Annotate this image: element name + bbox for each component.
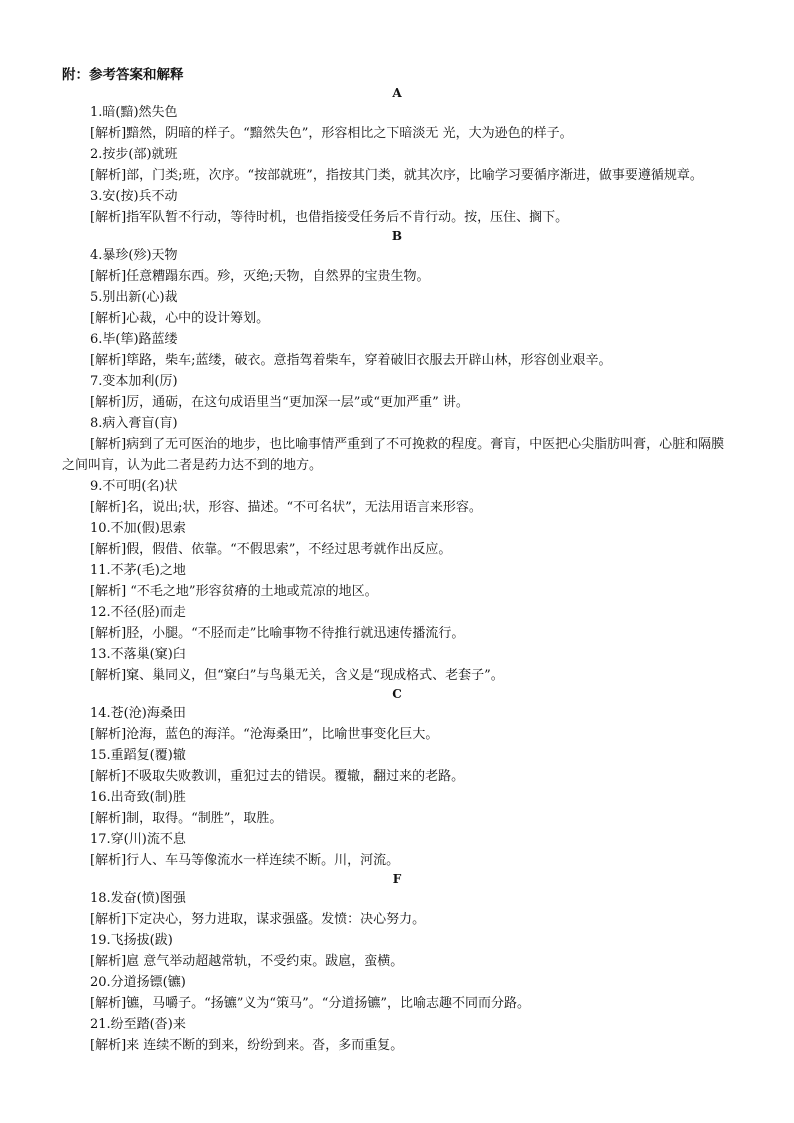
section-letter: B — [391, 229, 403, 243]
idiom-term: 11.不茅(毛)之地 — [90, 563, 186, 578]
idiom-term: 12.不径(胫)而走 — [90, 605, 186, 620]
idiom-term: 19.飞扬拔(跋) — [90, 933, 173, 948]
answer-item — [62, 745, 732, 787]
answer-item — [62, 888, 732, 930]
answer-item — [62, 560, 732, 602]
answer-item — [62, 602, 732, 644]
idiom-explanation: [解析]假，假借、依靠。“不假思索”，不经过思考就作出反应。 — [90, 542, 452, 557]
idiom-explanation: [解析]心裁，心中的设计筹划。 — [90, 311, 270, 326]
idiom-explanation: [解析]扈 意气举动超越常轨，不受约束。跋扈，蛮横。 — [90, 954, 404, 969]
answer-item — [62, 644, 732, 686]
idiom-term: 7.变本加利(厉) — [90, 374, 178, 389]
idiom-term: 15.重蹈复(覆)辙 — [90, 748, 186, 763]
idiom-explanation: [解析]镳，马嚼子。“扬镳”义为“策马”。“分道扬镳”，比喻志趣不同而分路。 — [90, 996, 531, 1011]
idiom-explanation: [解析]来 连续不断的到来，纷纷到来。沓，多而重复。 — [90, 1038, 404, 1053]
idiom-term: 1.暗(黯)然失色 — [90, 105, 178, 120]
section-letter: C — [392, 687, 402, 701]
idiom-explanation: [解析]指军队暂不行动，等待时机，也借指接受任务后不肯行动。按，压住、搁下。 — [90, 210, 569, 225]
idiom-explanation: [解析]筚路，柴车;蓝缕，破衣。意指驾着柴车，穿着破旧衣服去开辟山林，形容创业艰辛。 — [90, 353, 612, 368]
answer-item — [62, 476, 732, 518]
answer-item — [62, 371, 732, 413]
idiom-explanation: [解析]行人、车马等像流水一样连续不断。川，河流。 — [90, 853, 400, 868]
idiom-explanation: [解析]名，说出;状，形容、描述。“不可名状”，无法用语言来形容。 — [90, 500, 482, 515]
idiom-explanation: [解析]沧海，蓝色的海洋。“沧海桑田”，比喻世事变化巨大。 — [90, 727, 439, 742]
idiom-explanation: [解析]任意糟蹋东西。殄，灭绝;天物，自然界的宝贵生物。 — [90, 269, 430, 284]
answer-item — [62, 972, 732, 1014]
idiom-term: 10.不加(假)思索 — [90, 521, 186, 536]
idiom-term: 14.苍(沧)海桑田 — [90, 706, 186, 721]
idiom-term: 9.不可明(名)状 — [90, 479, 178, 494]
idiom-term: 21.纷至踏(沓)来 — [90, 1017, 186, 1032]
page-title: 附：参考答案和解释 — [62, 67, 184, 83]
idiom-term: 17.穿(川)流不息 — [90, 832, 186, 847]
idiom-term: 18.发奋(愤)图强 — [90, 891, 186, 906]
idiom-term: 13.不落巢(窠)臼 — [90, 647, 186, 662]
answer-item — [62, 787, 732, 829]
section-letter: F — [392, 872, 402, 886]
idiom-explanation: [解析]不吸取失败教训，重犯过去的错误。覆辙，翻过来的老路。 — [90, 769, 465, 784]
idiom-term: 16.出奇致(制)胜 — [90, 790, 186, 805]
answer-item — [62, 329, 732, 371]
idiom-term: 3.安(按)兵不动 — [90, 189, 178, 204]
idiom-term: 5.别出新(心)裁 — [90, 290, 178, 305]
answer-item — [62, 1014, 732, 1056]
answer-list — [62, 85, 732, 1056]
answer-item — [62, 186, 732, 228]
answer-item — [62, 287, 732, 329]
idiom-term: 8.病入膏盲(肓) — [90, 416, 178, 431]
idiom-explanation: [解析]窠、巢同义，但“窠臼”与鸟巢无关，含义是“现成格式、老套子”。 — [90, 668, 504, 683]
idiom-explanation: [解析]下定决心，努力进取，谋求强盛。发愤：决心努力。 — [90, 912, 426, 927]
idiom-explanation: [解析]病到了无可医治的地步，也比喻事情严重到了不可挽救的程度。膏肓，中医把心尖脂肪叫膏，心脏和隔膜之间叫肓，认为此二者是药力达不到的地方。 — [62, 437, 725, 473]
idiom-explanation: [解析]黯然，阴暗的样子。“黯然失色”，形容相比之下暗淡无 光，大为逊色的样子。 — [90, 126, 573, 141]
answer-item — [62, 829, 732, 871]
answer-item — [62, 413, 732, 476]
answer-item — [62, 245, 732, 287]
idiom-term: 4.暴珍(殄)天物 — [90, 248, 178, 263]
idiom-explanation: [解析]制，取得。“制胜”，取胜。 — [90, 811, 283, 826]
answer-item — [62, 518, 732, 560]
answer-item — [62, 102, 732, 144]
idiom-explanation: [解析]厉，通砺，在这句成语里当“更加深一层”或“更加严重” 讲。 — [90, 395, 469, 410]
answer-item — [62, 144, 732, 186]
answer-item — [62, 930, 732, 972]
idiom-term: 20.分道扬镖(镳) — [90, 975, 186, 990]
idiom-explanation: [解析]部，门类;班，次序。“按部就班”，指按其门类，就其次序，比喻学习要循序渐进，做事要遵循规章。 — [90, 168, 703, 183]
idiom-term: 2.按步(部)就班 — [90, 147, 178, 162]
idiom-explanation: [解析] “不毛之地”形容贫瘠的土地或荒凉的地区。 — [90, 584, 378, 599]
answer-item — [62, 703, 732, 745]
idiom-term: 6.毕(筚)路蓝缕 — [90, 332, 178, 347]
section-letter: A — [392, 86, 402, 100]
idiom-explanation: [解析]胫，小腿。“不胫而走”比喻事物不待推行就迅速传播流行。 — [90, 626, 465, 641]
